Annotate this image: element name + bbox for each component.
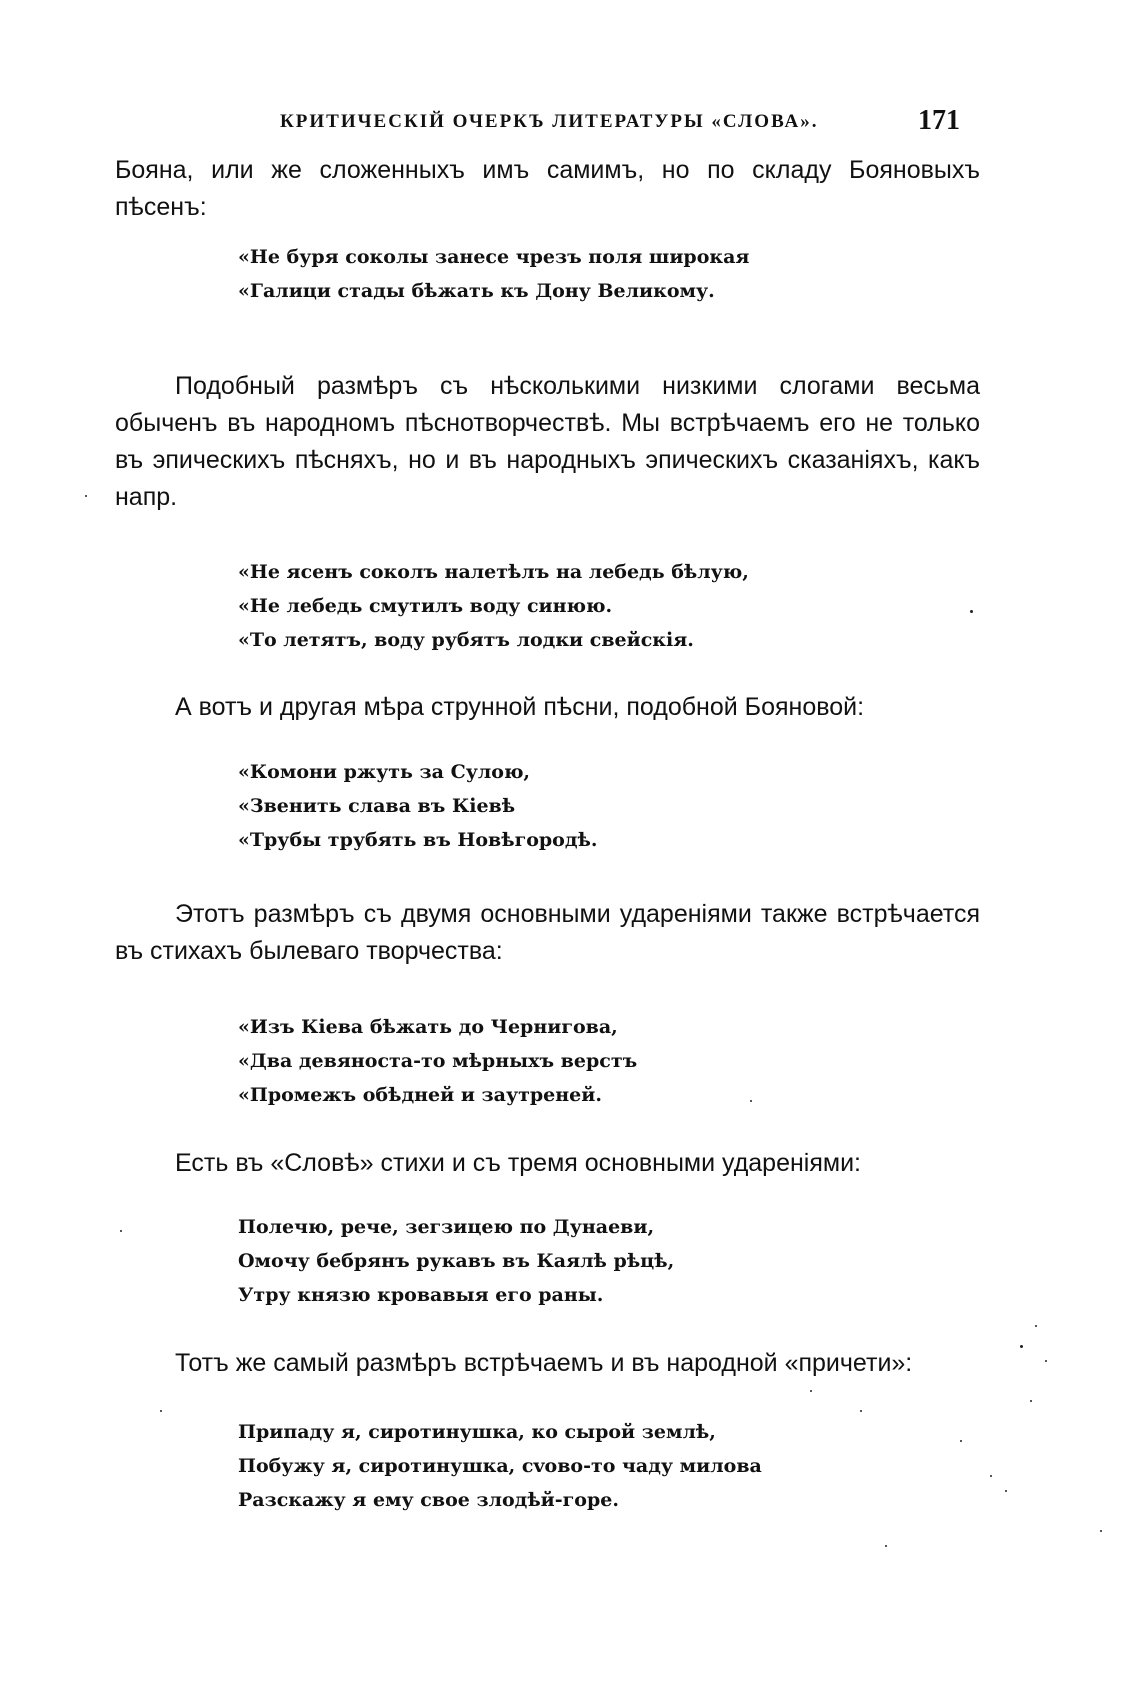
verse-line: Утру князю кровавыя его раны. <box>238 1284 604 1306</box>
verse-block <box>238 555 938 657</box>
scan-speck <box>885 1545 887 1547</box>
scan-speck <box>1020 1345 1023 1348</box>
verse-line: «То летятъ, воду рубятъ лодки свейскія. <box>238 629 694 651</box>
verse-line: Побужу я, сиротинушка, сvово-то чаду милова <box>238 1455 762 1477</box>
verse-line: Омочу бебрянъ рукавъ въ Каялѣ рѣцѣ, <box>238 1250 675 1272</box>
scan-speck <box>1035 1325 1037 1327</box>
scan-speck <box>810 1390 812 1392</box>
page-number: 171 <box>918 105 960 136</box>
verse-line: «Галици стады бѣжать къ Дону Великому. <box>238 280 715 302</box>
verse-line: «Не буря соколы занесе чрезъ поля широкая <box>238 246 750 268</box>
scan-speck <box>970 610 973 613</box>
verse-block <box>238 1010 938 1112</box>
scan-speck <box>990 1475 992 1477</box>
verse-line: «Не ясенъ соколъ налетѣлъ на лебедь бѣлую, <box>238 561 749 583</box>
verse-block <box>238 240 938 308</box>
paragraph: Подобный размѣръ съ нѣсколькими низкими слогами весьма обыченъ въ народномъ пѣснотворчествѣ. Мы встрѣчаемъ его не только въ эпическихъ пѣсняхъ, но и въ народныхъ эпическихъ сказаніяхъ, какъ напр. <box>115 372 980 511</box>
verse-line: Полечю, рече, зегзицею по Дунаеви, <box>238 1216 655 1238</box>
verse-line: «Не лебедь смутилъ воду синюю. <box>238 595 613 617</box>
verse-line: Разскажу я ему свое злодѣй-горе. <box>238 1489 619 1511</box>
scan-speck <box>85 495 87 497</box>
scan-speck <box>1045 1360 1047 1362</box>
verse-block <box>238 1210 938 1312</box>
scan-speck <box>860 1410 862 1412</box>
scan-speck <box>160 1410 162 1412</box>
verse-line: «Изъ Кіева бѣжать до Чернигова, <box>238 1016 618 1038</box>
scan-speck <box>750 1100 752 1102</box>
paragraph: Тотъ же самый размѣръ встрѣчаемъ и въ народной «причети»: <box>175 1349 913 1377</box>
verse-block <box>238 755 938 857</box>
verse-block <box>238 1415 938 1517</box>
verse-line: «Звенить слава въ Кіевѣ <box>238 795 516 817</box>
verse-line: «Трубы трубять въ Новѣгородѣ. <box>238 829 598 851</box>
paragraph: Есть въ «Словѣ» стихи и съ тремя основными удареніями: <box>175 1149 861 1177</box>
scan-speck <box>1005 1490 1007 1492</box>
verse-line: «Комони ржуть за Сулою, <box>238 761 531 783</box>
paragraph: А вотъ и другая мѣра струнной пѣсни, подобной Бояновой: <box>175 693 865 721</box>
page-header <box>0 105 1140 145</box>
paragraph: Бояна, или же сложенныхъ имъ самимъ, но по складу Бояновыхъ пѣсенъ: <box>115 156 980 221</box>
verse-line: «Два девяноста-то мѣрныхъ верстъ <box>238 1050 638 1072</box>
scan-speck <box>960 1440 962 1442</box>
scan-speck <box>1100 1530 1102 1532</box>
verse-line: Припаду я, сиротинушка, ко сырой землѣ, <box>238 1421 716 1443</box>
paragraph: Этотъ размѣръ съ двумя основными удареніями также встрѣчается въ стихахъ былеваго творчества: <box>115 900 980 965</box>
running-title: КРИТИЧЕСКІЙ ОЧЕРКЪ ЛИТЕРАТУРЫ «СЛОВА». <box>280 111 819 132</box>
scan-speck <box>120 1230 122 1232</box>
verse-line: «Промежъ обѣдней и заутреней. <box>238 1084 602 1106</box>
scan-speck <box>1030 1400 1032 1402</box>
